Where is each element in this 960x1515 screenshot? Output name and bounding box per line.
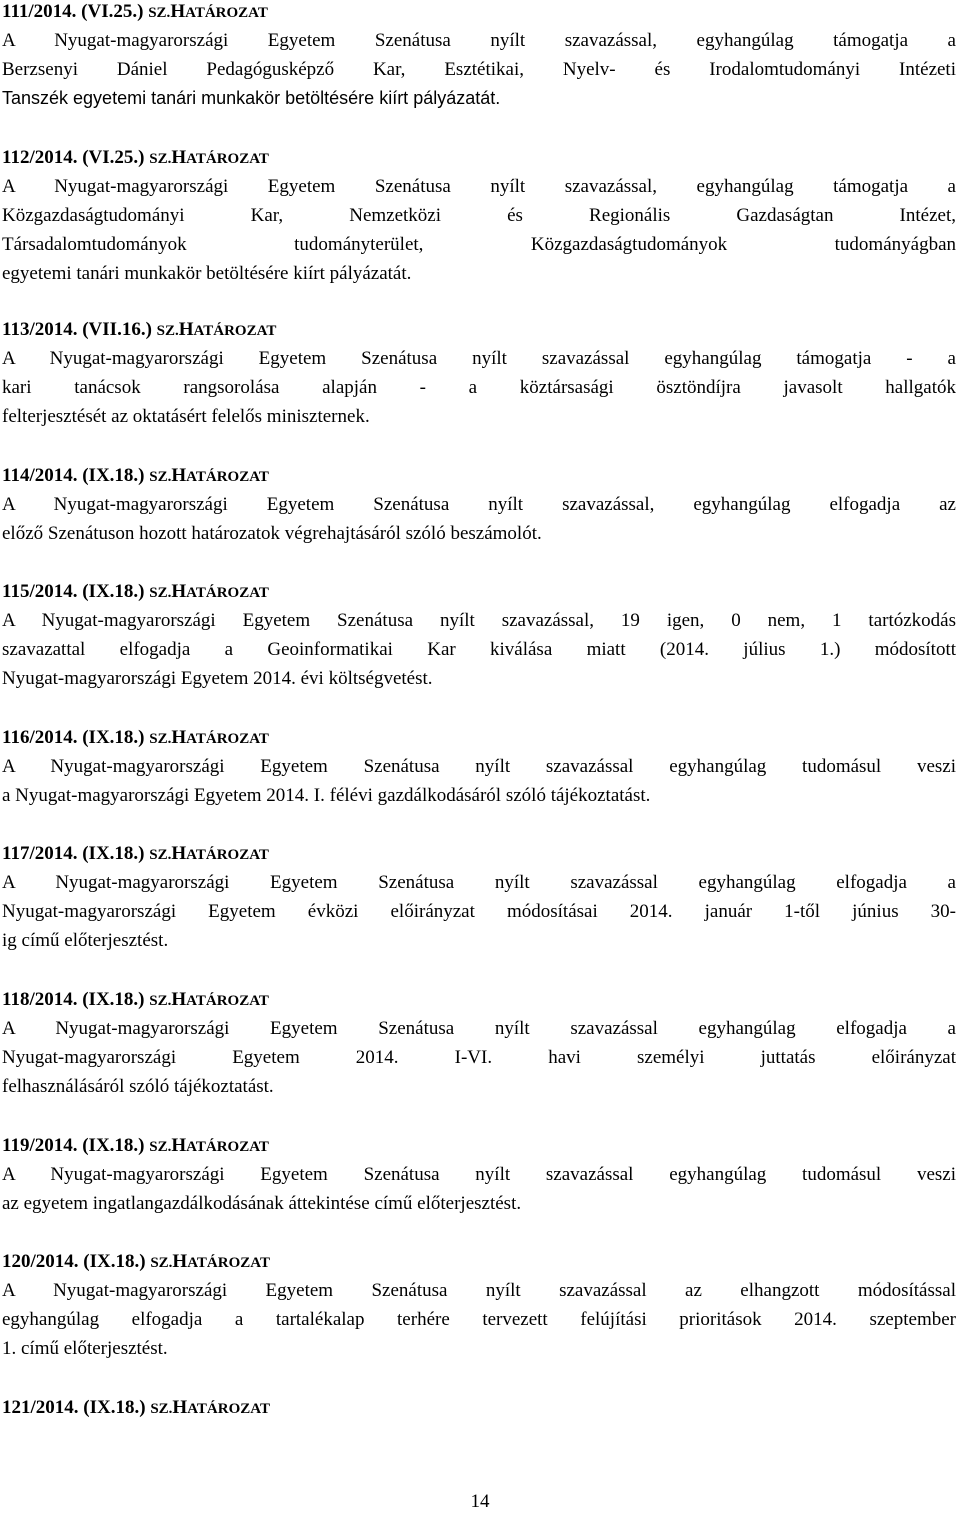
resolution-number: 117/2014. (IX.18.): [2, 843, 145, 864]
resolution-number: 111/2014. (VI.25.): [2, 1, 144, 22]
resolution-label-initial: H: [171, 989, 187, 1010]
resolution-label-initial: H: [171, 727, 187, 748]
resolution-entry-118: [2, 988, 956, 1101]
resolution-label-initial: H: [171, 843, 187, 864]
resolution-sz: SZ.: [149, 993, 172, 1009]
resolution-sz: SZ.: [149, 731, 172, 747]
resolution-label-rest: ATÁROZAT: [187, 1401, 270, 1417]
resolution-number: 118/2014. (IX.18.): [2, 989, 145, 1010]
resolution-label-rest: ATÁROZAT: [187, 1255, 270, 1271]
resolution-number: 116/2014. (IX.18.): [2, 727, 145, 748]
resolution-body-line: A Nyugat-magyarországi Egyetem Szenátusa nyílt szavazással egyhangúlag elfogadja a: [2, 1018, 956, 1039]
resolution-entry-111: [2, 0, 956, 113]
resolution-body-line: A Nyugat-magyarországi Egyetem Szenátusa nyílt szavazással egyhangúlag tudomásul veszi: [2, 756, 956, 777]
resolution-entry-112: [2, 146, 956, 288]
resolution-entry-121: [2, 1396, 956, 1419]
resolution-body-line: előző Szenátuson hozott határozatok végrehajtásáról szóló beszámolót.: [2, 523, 542, 544]
resolution-body-line: A Nyugat-magyarországi Egyetem Szenátusa nyílt szavazással egyhangúlag támogatja - a: [2, 348, 956, 369]
resolution-body-line: Tanszék egyetemi tanári munkakör betöltésére kiírt pályázatát.: [2, 88, 501, 108]
resolution-label-initial: H: [171, 147, 187, 168]
resolution-heading: [2, 726, 956, 749]
resolution-heading: [2, 1134, 956, 1157]
resolution-label-initial: H: [171, 581, 187, 602]
resolution-label-rest: ATÁROZAT: [186, 731, 269, 747]
resolution-sz: SZ.: [156, 323, 179, 339]
resolution-heading: [2, 0, 956, 23]
resolution-sz: SZ.: [150, 1255, 173, 1271]
resolution-label-rest: ATÁROZAT: [193, 323, 277, 339]
resolution-label-rest: ATÁROZAT: [186, 847, 269, 863]
resolution-body-line: A Nyugat-magyarországi Egyetem Szenátusa nyílt szavazással, egyhangúlag támogatja a: [2, 176, 956, 197]
resolution-body-line: Nyugat-magyarországi Egyetem 2014. I-VI. havi személyi juttatás előirányzat: [2, 1047, 956, 1068]
resolution-sz: SZ.: [148, 5, 171, 21]
resolution-label-rest: ATÁROZAT: [186, 1139, 269, 1155]
resolution-entry-114: [2, 464, 956, 548]
resolution-body-line: Nyugat-magyarországi Egyetem 2014. évi költségvetést.: [2, 668, 433, 689]
resolution-number: 114/2014. (IX.18.): [2, 465, 145, 486]
resolution-sz: SZ.: [149, 1139, 172, 1155]
resolution-sz: SZ.: [149, 469, 172, 485]
resolution-heading: [2, 1396, 956, 1419]
resolution-sz: SZ.: [149, 847, 172, 863]
resolution-label-rest: ATÁROZAT: [186, 993, 269, 1009]
page-number: 14: [470, 1491, 490, 1512]
resolution-sz: SZ.: [149, 585, 172, 601]
resolution-label-initial: H: [172, 1397, 188, 1418]
resolution-body-line: A Nyugat-magyarországi Egyetem Szenátusa nyílt szavazással az elhangzott módosítással: [2, 1280, 956, 1301]
resolution-body: [2, 1014, 956, 1101]
resolution-body-line: A Nyugat-magyarországi Egyetem Szenátusa nyílt szavazással, egyhangúlag támogatja a: [2, 30, 956, 51]
resolution-body-line: A Nyugat-magyarországi Egyetem Szenátusa nyílt szavazással, 19 igen, 0 nem, 1 tartózkodás: [2, 610, 956, 631]
resolution-body: [2, 1276, 956, 1363]
resolution-body-line: a Nyugat-magyarországi Egyetem 2014. I. félévi gazdálkodásáról szóló tájékoztatást.: [2, 785, 651, 806]
resolution-entry-113: [2, 318, 956, 431]
resolution-body-line: Berzsenyi Dániel Pedagógusképző Kar, Esztétikai, Nyelv- és Irodalomtudományi Intézeti: [2, 59, 956, 80]
resolution-entry-116: [2, 726, 956, 810]
resolution-body: [2, 1160, 956, 1218]
resolution-label-initial: H: [171, 465, 187, 486]
resolution-body-line: Nyugat-magyarországi Egyetem évközi előirányzat módosításai 2014. január 1-től június 30-: [2, 901, 956, 922]
resolution-number: 119/2014. (IX.18.): [2, 1135, 145, 1156]
resolution-number: 113/2014. (VII.16.): [2, 319, 152, 340]
resolution-label-initial: H: [172, 1251, 188, 1272]
resolution-body-line: felhasználásáról szóló tájékoztatást.: [2, 1076, 274, 1097]
resolution-body-line: Közgazdaságtudományi Kar, Nemzetközi és Regionális Gazdaságtan Intézet,: [2, 205, 956, 226]
resolution-body-line: szavazattal elfogadja a Geoinformatikai Kar kiválása miatt (2014. július 1.) módosított: [2, 639, 956, 660]
resolution-entry-117: [2, 842, 956, 955]
resolution-label-initial: H: [171, 1135, 187, 1156]
resolution-entry-115: [2, 580, 956, 693]
resolution-label-initial: H: [170, 1, 186, 22]
resolution-entry-120: [2, 1250, 956, 1363]
resolution-heading: [2, 1250, 956, 1273]
resolution-label-rest: ATÁROZAT: [186, 585, 269, 601]
resolution-body: [2, 172, 956, 288]
resolution-body: [2, 752, 956, 810]
resolution-body: [2, 490, 956, 548]
resolution-body-line: 1. című előterjesztést.: [2, 1338, 168, 1359]
resolution-heading: [2, 318, 956, 341]
resolution-number: 121/2014. (IX.18.): [2, 1397, 146, 1418]
resolution-body: [2, 868, 956, 955]
resolution-body: [2, 344, 956, 431]
resolution-heading: [2, 464, 956, 487]
resolution-entry-119: [2, 1134, 956, 1218]
resolution-body-line: A Nyugat-magyarországi Egyetem Szenátusa nyílt szavazással, egyhangúlag elfogadja az: [2, 494, 956, 515]
resolution-body-line: az egyetem ingatlangazdálkodásának áttekintése című előterjesztést.: [2, 1193, 522, 1214]
resolution-heading: [2, 146, 956, 169]
resolution-heading: [2, 988, 956, 1011]
resolution-body-line: felterjesztését az oktatásért felelős miniszternek.: [2, 406, 370, 427]
resolution-label-rest: ATÁROZAT: [185, 5, 268, 21]
resolution-body: [2, 26, 956, 113]
resolution-label-rest: ATÁROZAT: [186, 151, 269, 167]
resolution-body-line: egyhangúlag elfogadja a tartalékalap terhére tervezett felújítási prioritások 2014. szeptember: [2, 1309, 956, 1330]
resolution-body: [2, 606, 956, 693]
resolution-number: 112/2014. (VI.25.): [2, 147, 145, 168]
resolution-body-line: egyetemi tanári munkakör betöltésére kiírt pályázatát.: [2, 263, 412, 284]
resolution-body-line: ig című előterjesztést.: [2, 930, 169, 951]
resolution-sz: SZ.: [149, 151, 172, 167]
resolution-body-line: A Nyugat-magyarországi Egyetem Szenátusa nyílt szavazással egyhangúlag elfogadja a: [2, 872, 956, 893]
resolution-number: 115/2014. (IX.18.): [2, 581, 145, 602]
resolution-body-line: kari tanácsok rangsorolása alapján - a köztársasági ösztöndíjra javasolt hallgatók: [2, 377, 956, 398]
resolution-sz: SZ.: [150, 1401, 173, 1417]
resolution-label-initial: H: [178, 319, 194, 340]
resolution-heading: [2, 842, 956, 865]
resolution-body-line: A Nyugat-magyarországi Egyetem Szenátusa nyílt szavazással egyhangúlag tudomásul veszi: [2, 1164, 956, 1185]
resolution-heading: [2, 580, 956, 603]
resolution-label-rest: ATÁROZAT: [186, 469, 269, 485]
resolution-number: 120/2014. (IX.18.): [2, 1251, 146, 1272]
resolution-body-line: Társadalomtudományok tudományterület, Közgazdaságtudományok tudományágban: [2, 234, 956, 255]
